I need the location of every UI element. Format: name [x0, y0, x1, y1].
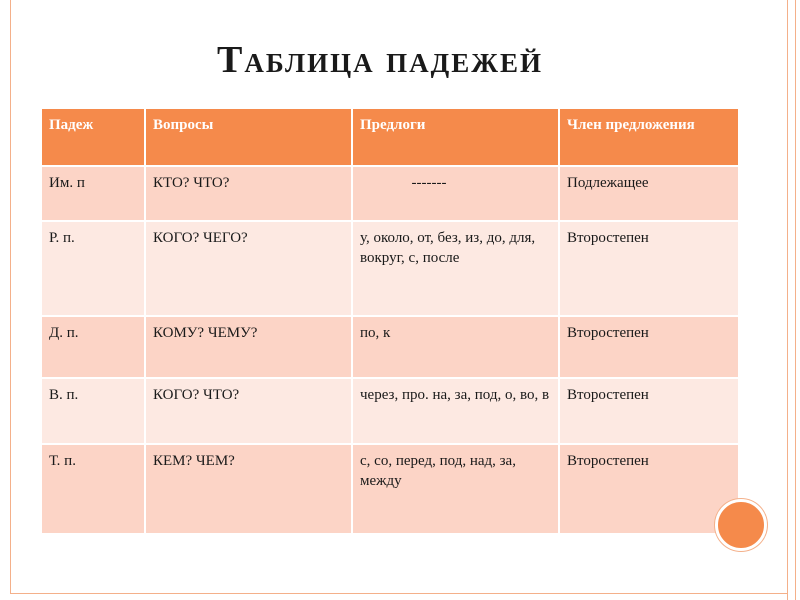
header-questions: Вопросы: [145, 108, 352, 166]
table-row: [41, 166, 739, 221]
cell-prepositions: с, со, перед, под, над, за, между: [352, 444, 559, 534]
slide-title: Таблица падежей: [217, 39, 543, 81]
table-row: [41, 444, 739, 534]
cell-member: Подлежащее: [559, 166, 739, 221]
header-prepositions: Предлоги: [352, 108, 559, 166]
cell-questions: КОМУ? ЧЕМУ?: [145, 316, 352, 378]
cell-member: Второстепен: [559, 221, 739, 316]
cell-member: Второстепен: [559, 444, 739, 534]
cell-member: Второстепен: [559, 316, 739, 378]
cell-questions: КОГО? ЧТО?: [145, 378, 352, 444]
cell-prepositions: через, про. на, за, под, о, во, в: [352, 378, 559, 444]
cell-prepositions: по, к: [352, 316, 559, 378]
cell-questions: КОГО? ЧЕГО?: [145, 221, 352, 316]
decorative-stripe: [787, 0, 796, 600]
cell-prepositions: у, около, от, без, из, до, для, вокруг, с, после: [352, 221, 559, 316]
cell-case: Р. п.: [41, 221, 145, 316]
header-case: Падеж: [41, 108, 145, 166]
cell-member: Второстепен: [559, 378, 739, 444]
cell-prepositions: -------: [352, 166, 559, 221]
cell-case: Д. п.: [41, 316, 145, 378]
cell-case: Т. п.: [41, 444, 145, 534]
cell-case: В. п.: [41, 378, 145, 444]
decorative-circle: [715, 499, 767, 551]
table-row: [41, 316, 739, 378]
table-row: [41, 221, 739, 316]
cell-case: Им. п: [41, 166, 145, 221]
header-member: Член предложения: [559, 108, 739, 166]
cell-questions: КЕМ? ЧЕМ?: [145, 444, 352, 534]
cell-questions: КТО? ЧТО?: [145, 166, 352, 221]
table-header-row: [41, 108, 739, 166]
case-table: [40, 107, 740, 535]
table-row: [41, 378, 739, 444]
